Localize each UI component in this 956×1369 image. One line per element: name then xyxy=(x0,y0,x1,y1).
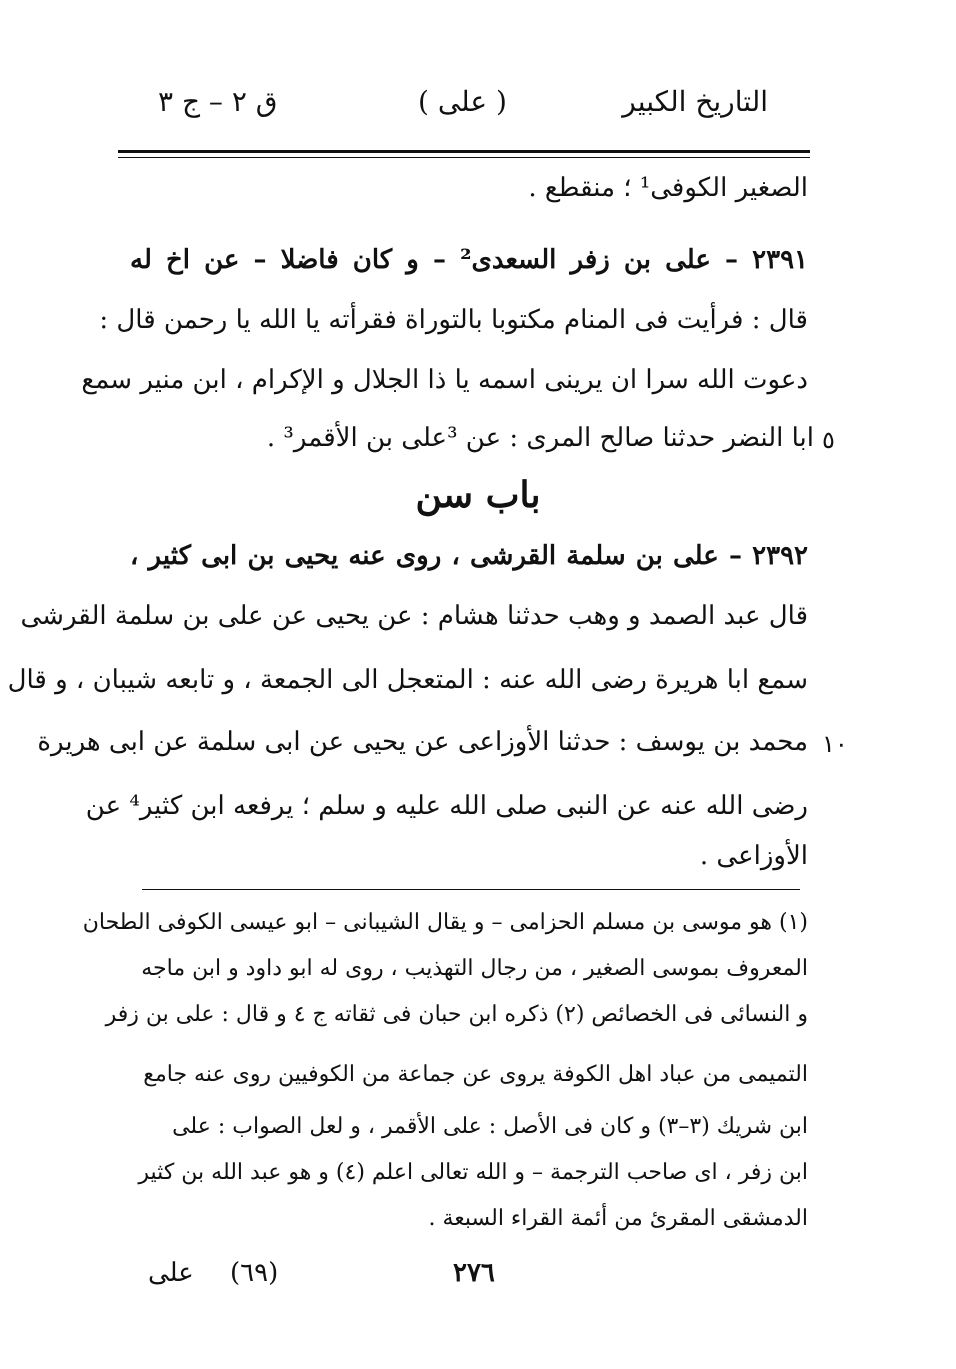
body-line-7: قال عبد الصمد و وهب حدثنا هشام : عن يحيى عن على بن سلمة القرشى xyxy=(20,601,808,631)
footnote-line-7: الدمشقى المقرئ من أئمة القراء السبعة . xyxy=(428,1206,808,1231)
footnote-line-4: التميمى من عباد اهل الكوفة يروى عن جماعة من الكوفيين روى عنه جامع xyxy=(143,1062,808,1087)
footnote-line-6: ابن زفر ، اى صاحب الترجمة – و الله تعالى اعلم (٤) و هو عبد الله بن كثير xyxy=(138,1160,808,1185)
footnote-line-5: ابن شريك (٣–٣) و كان فى الأصل : على الأقمر ، و لعل الصواب : على xyxy=(172,1114,808,1139)
footer-signature-name: على xyxy=(148,1258,194,1288)
body-line-1: الصغير الكوفى¹ ؛ منقطع . xyxy=(528,173,808,203)
header-rule-thin xyxy=(118,157,810,158)
body-line-9: محمد بن يوسف : حدثنا الأوزاعى عن يحيى عن ابى سلمة عن ابى هريرة xyxy=(37,727,808,757)
footnote-line-2: المعروف بموسى الصغير ، من رجال التهذيب ، روى له ابو داود و ابن ماجه xyxy=(141,956,808,981)
body-line-2: ٢٣٩١ – على بن زفر السعدى² – و كان فاضلا – عن اخ له xyxy=(130,245,808,275)
body-line-8: سمع ابا هريرة رضى الله عنه : المتعجل الى الجمعة ، و تابعه شيبان ، و قال xyxy=(7,665,808,695)
footer-signature-number: (٦٩) xyxy=(230,1258,279,1288)
header-rule-thick xyxy=(118,150,810,153)
page-footer xyxy=(118,1258,818,1298)
body-line-6: ٢٣٩٢ – على بن سلمة القرشى ، روى عنه يحيى بن ابى كثير ، xyxy=(130,541,808,571)
page-number: ٢٧٦ xyxy=(453,1258,495,1288)
header-entry-name: ( على ) xyxy=(418,85,507,118)
chapter-title: باب سن xyxy=(415,474,541,516)
body-line-4: دعوت الله سرا ان يرينى اسمه يا ذا الجلال و الإكرام ، ابن منير سمع xyxy=(81,365,808,395)
footnote-line-3: و النسائى فى الخصائص (٢) ذكره ابن حبان فى ثقاته ج ٤ و قال : على بن زفر xyxy=(105,1002,808,1027)
header-volume-part: ق ٢ – ج ٣ xyxy=(158,85,278,118)
body-line-5: ابا النضر حدثنا صالح المرى : عن ³على بن الأقمر³ . xyxy=(266,423,814,453)
footnote-rule xyxy=(142,889,800,890)
line-number-5: ٥ xyxy=(822,426,835,454)
header-book-title: التاريخ الكبير xyxy=(622,85,768,118)
body-line-10: رضى الله عنه عن النبى صلى الله عليه و سلم ؛ يرفعه ابن كثير⁴ عن xyxy=(85,791,808,821)
body-line-11: الأوزاعى . xyxy=(699,841,808,871)
body-line-3: قال : فرأيت فى المنام مكتوبا بالتوراة فقرأته يا الله يا رحمن قال : xyxy=(99,305,808,335)
footnote-line-1: (١) هو موسى بن مسلم الحزامى – و يقال الشيبانى – ابو عيسى الكوفى الطحان xyxy=(82,910,808,935)
line-number-10: ١٠ xyxy=(822,730,848,758)
running-header xyxy=(118,85,818,135)
